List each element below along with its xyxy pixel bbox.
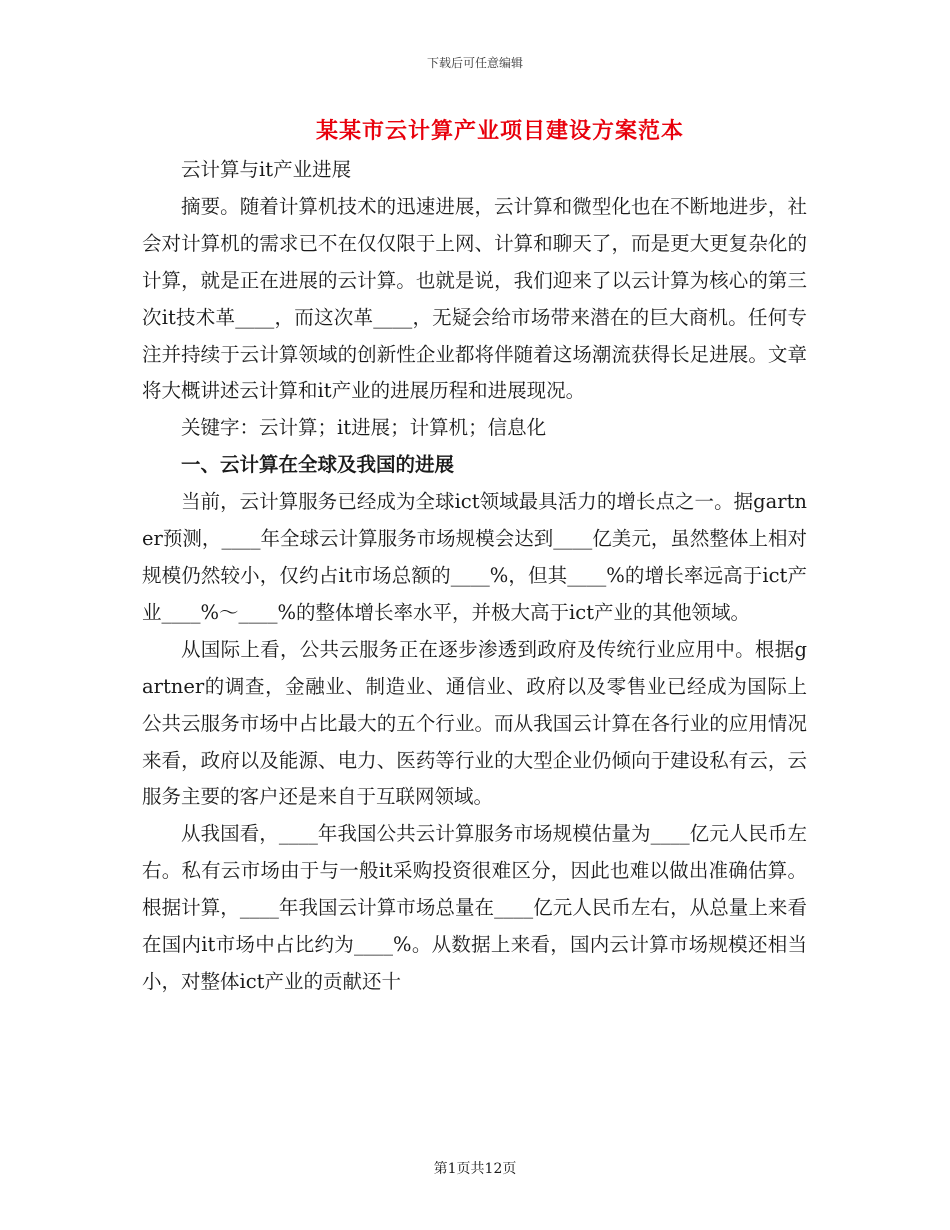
document-title: 某某市云计算产业项目建设方案范本 (315, 118, 684, 144)
body-paragraph: 当前，云计算服务已经成为全球ict领域最具活力的增长点之一。据gartner预测，____年全球云计算服务市场规模会达到____亿美元，虽然整体上相对规模仍然较小，仅约占it市场总额的____%，但其____%的增长率远高于ict产业____%～____%的整体增长率水平，并极大高于ict产业的其他领域。 (142, 490, 807, 624)
document-body (142, 152, 807, 1001)
page-number: 第1页共12页 (433, 1161, 517, 1177)
body-paragraph: 从国际上看，公共云服务正在逐步渗透到政府及传统行业应用中。根据gartner的调查，金融业、制造业、通信业、政府以及零售业已经成为国际上公共云服务市场中占比最大的五个行业。而从我国云计算在各行业的应用情况来看，政府以及能源、电力、医药等行业的大型企业仍倾向于建设私有云，云服务主要的客户还是来自于互联网领域。 (142, 637, 807, 809)
body-paragraph: 从我国看，____年我国公共云计算服务市场规模估量为____亿元人民币左右。私有云市场由于与一般it采购投资很难区分，因此也难以做出准确估算。根据计算，____年我国云计算市场总量在____亿元人民币左右，从总量上来看在国内it市场中占比约为____%。从数据上来看，国内云计算市场规模还相当小，对整体ict产业的贡献还十 (142, 822, 807, 993)
section-heading: 一、云计算在全球及我国的进展 (181, 453, 455, 477)
abstract-paragraph: 摘要。随着计算机技术的迅速进展，云计算和微型化也在不断地进步，社会对计算机的需求已不在仅仅限于上网、计算和聊天了，而是更大更复杂化的计算，就是正在进展的云计算。也就是说，我们迎来了以云计算为核心的第三次it技术革____，而这次革____，无疑会给市场带来潜在的巨大商机。任何专注并持续于云计算领域的创新性企业都将伴随着这场潮流获得长足进展。文章将大概讲述云计算和it产业的进展历程和进展现况。 (142, 194, 807, 403)
header-note: 下载后可任意编辑 (426, 56, 523, 70)
keywords-paragraph: 关键字：云计算；it进展；计算机；信息化 (181, 416, 547, 440)
subtitle-paragraph: 云计算与it产业进展 (181, 158, 352, 181)
